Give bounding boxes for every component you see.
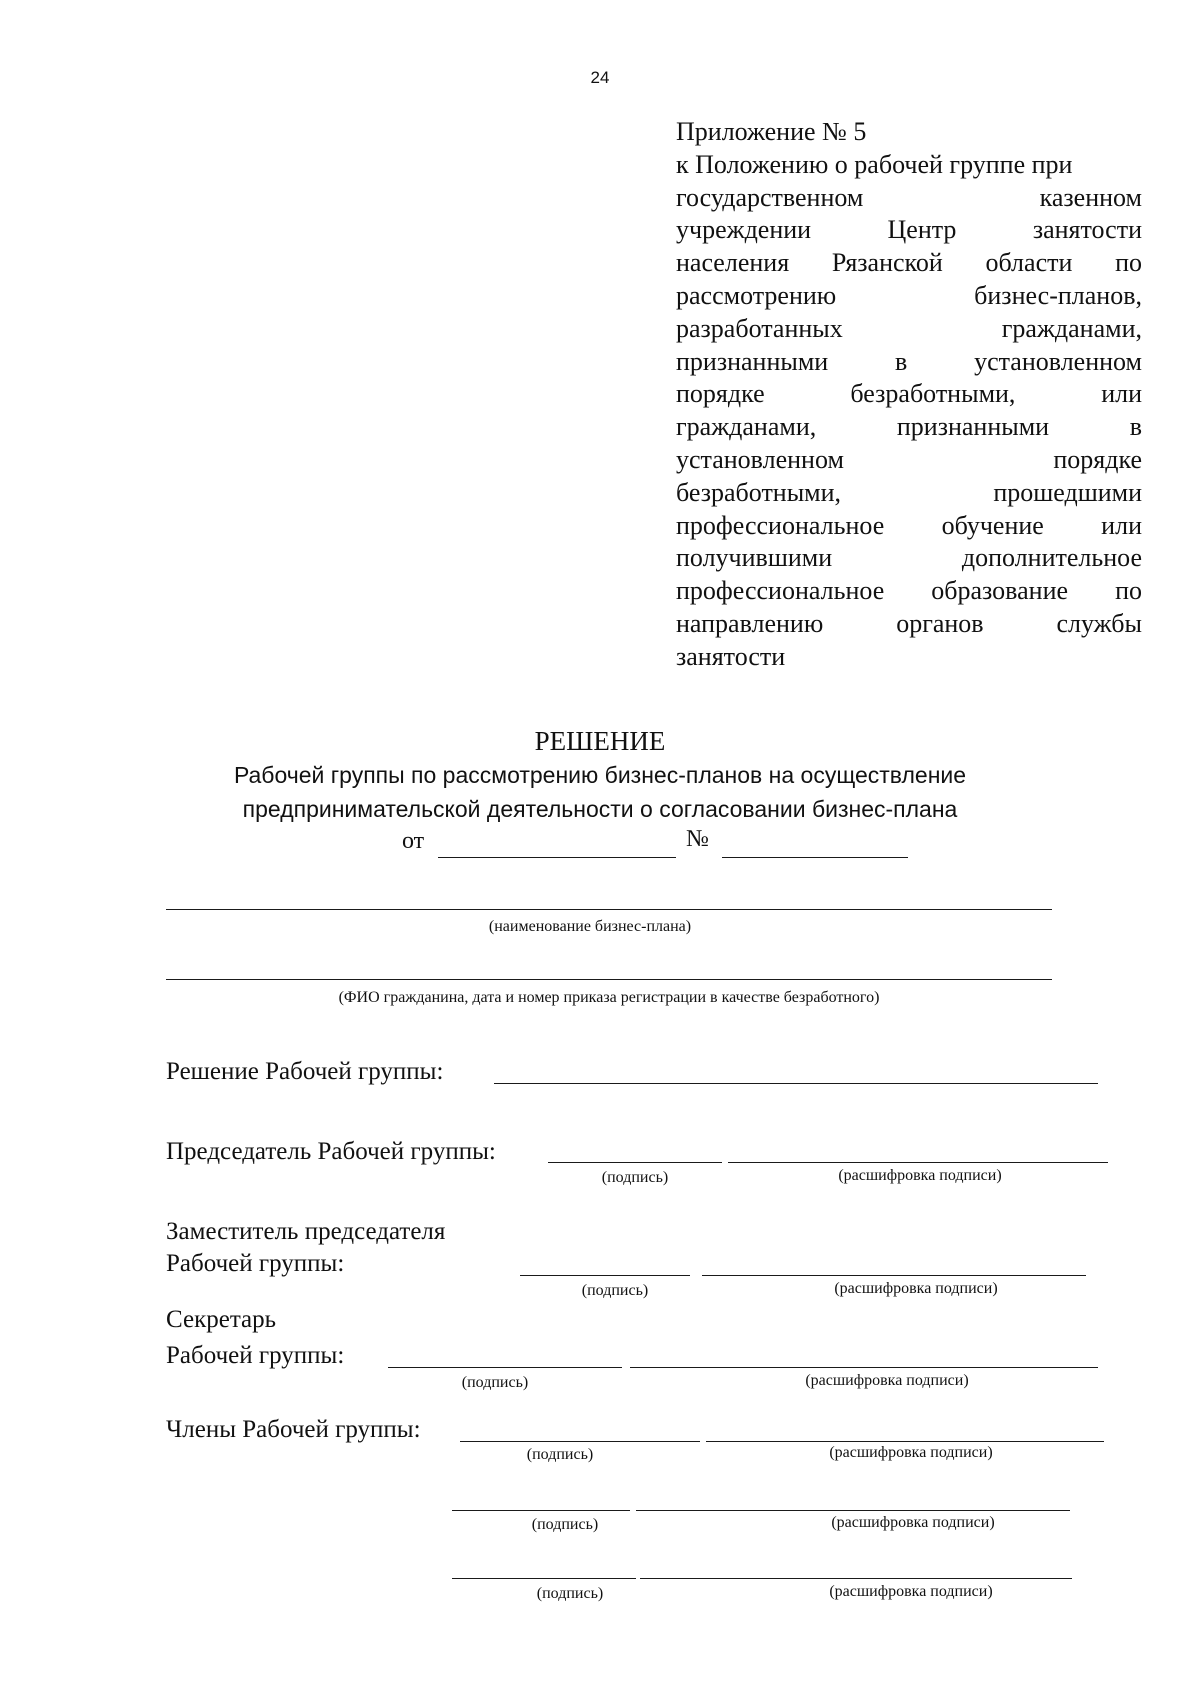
deputy-label: Заместитель председателя bbox=[166, 1218, 446, 1245]
deputy-decoding-field[interactable] bbox=[702, 1275, 1086, 1276]
member-3-signature-field[interactable] bbox=[452, 1578, 636, 1579]
page-number: 24 bbox=[590, 68, 610, 87]
appendix-line: разработанных гражданами, bbox=[676, 313, 1142, 343]
document-subtitle: предпринимательской деятельности о согласовании бизнес-плана bbox=[242, 796, 958, 822]
appendix-line: порядке безработными, или bbox=[676, 379, 1142, 409]
secretary-signature-field[interactable] bbox=[388, 1367, 622, 1368]
secretary-label: Рабочей группы: bbox=[166, 1342, 345, 1369]
member-1-decoding-field[interactable] bbox=[706, 1441, 1104, 1442]
appendix-line: государственном казенном bbox=[676, 182, 1142, 212]
document-title: РЕШЕНИЕ bbox=[534, 726, 666, 756]
chairman-decoding-field[interactable] bbox=[728, 1162, 1108, 1163]
date-prefix: от bbox=[402, 828, 425, 854]
appendix-line: к Положению о рабочей группе при bbox=[676, 149, 1073, 179]
secretary-label: Секретарь bbox=[166, 1306, 277, 1333]
member-2-decoding-field[interactable] bbox=[636, 1510, 1070, 1511]
number-field[interactable] bbox=[722, 857, 908, 858]
member-3-decoding-field[interactable] bbox=[640, 1578, 1072, 1579]
deputy-label: Рабочей группы: bbox=[166, 1250, 345, 1277]
member-1-signature-caption: (подпись) bbox=[526, 1446, 594, 1463]
appendix-line: признанными в установленном bbox=[676, 346, 1142, 376]
appendix-line: профессиональное обучение или bbox=[676, 510, 1142, 540]
citizen-field[interactable] bbox=[166, 979, 1052, 980]
decision-label: Решение Рабочей группы: bbox=[166, 1058, 444, 1085]
member-3-decoding-caption: (расшифровка подписи) bbox=[829, 1583, 993, 1600]
secretary-decoding-field[interactable] bbox=[630, 1367, 1098, 1368]
appendix-line: профессиональное образование по bbox=[676, 576, 1142, 606]
chairman-signature-caption: (подпись) bbox=[601, 1169, 669, 1186]
member-3-signature-caption: (подпись) bbox=[536, 1585, 604, 1602]
members-label: Члены Рабочей группы: bbox=[166, 1416, 421, 1443]
appendix-line: занятости bbox=[676, 641, 786, 671]
member-2-signature-caption: (подпись) bbox=[531, 1516, 599, 1533]
member-1-signature-field[interactable] bbox=[460, 1441, 700, 1442]
appendix-line: установленном порядке bbox=[676, 444, 1142, 474]
deputy-signature-caption: (подпись) bbox=[581, 1282, 649, 1299]
appendix-line: населения Рязанской области по bbox=[676, 248, 1142, 278]
deputy-decoding-caption: (расшифровка подписи) bbox=[834, 1280, 998, 1297]
appendix-line: гражданами, признанными в bbox=[676, 412, 1142, 442]
appendix-block bbox=[676, 116, 1142, 674]
member-2-decoding-caption: (расшифровка подписи) bbox=[831, 1514, 995, 1531]
citizen-caption: (ФИО гражданина, дата и номер приказа регистрации в качестве безработного) bbox=[338, 989, 880, 1006]
chairman-label: Председатель Рабочей группы: bbox=[166, 1138, 496, 1165]
appendix-line: Приложение № 5 bbox=[676, 117, 867, 146]
business-plan-field[interactable] bbox=[166, 909, 1052, 910]
appendix-line: получившими дополнительное bbox=[676, 543, 1142, 573]
secretary-signature-caption: (подпись) bbox=[461, 1374, 529, 1391]
chairman-signature-field[interactable] bbox=[548, 1162, 722, 1163]
secretary-decoding-caption: (расшифровка подписи) bbox=[805, 1372, 969, 1389]
document-subtitle: Рабочей группы по рассмотрению бизнес-планов на осуществление bbox=[233, 762, 967, 788]
appendix-line: учреждении Центр занятости bbox=[676, 215, 1142, 245]
member-2-signature-field[interactable] bbox=[452, 1510, 630, 1511]
member-1-decoding-caption: (расшифровка подписи) bbox=[829, 1444, 993, 1461]
number-sign: № bbox=[686, 826, 709, 852]
chairman-decoding-caption: (расшифровка подписи) bbox=[838, 1167, 1002, 1184]
appendix-line: безработными, прошедшими bbox=[676, 477, 1142, 507]
decision-field[interactable] bbox=[494, 1083, 1098, 1084]
business-plan-caption: (наименование бизнес-плана) bbox=[488, 918, 692, 935]
date-field[interactable] bbox=[438, 857, 676, 858]
appendix-line: направлению органов службы bbox=[676, 608, 1142, 638]
deputy-signature-field[interactable] bbox=[520, 1275, 690, 1276]
appendix-line: рассмотрению бизнес-планов, bbox=[676, 280, 1142, 310]
